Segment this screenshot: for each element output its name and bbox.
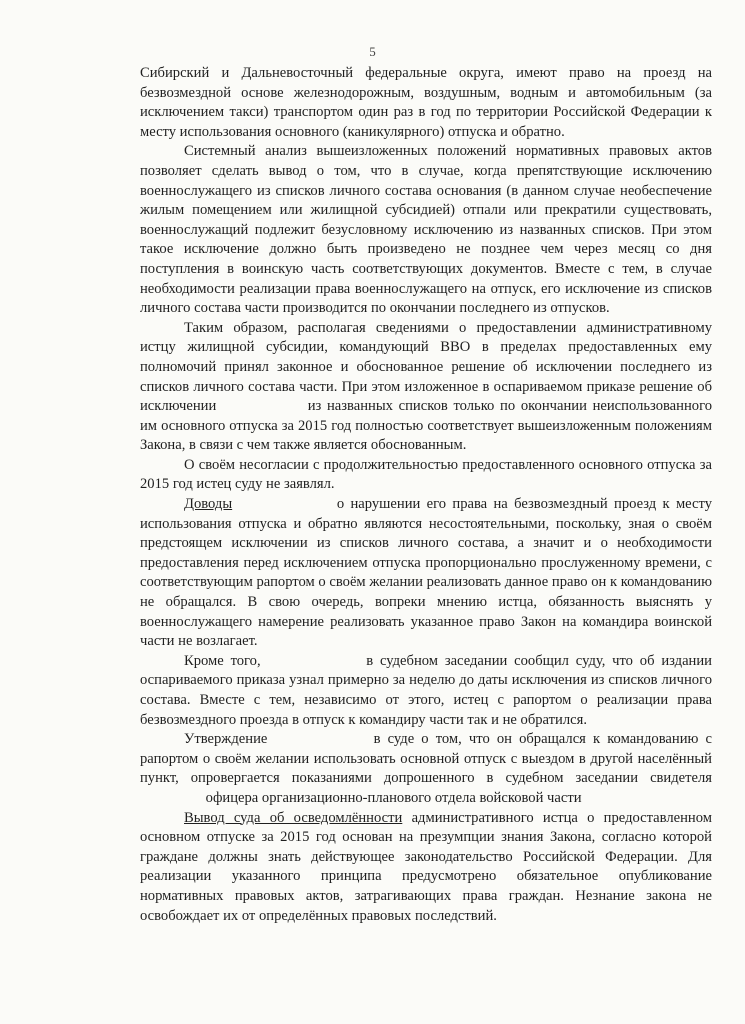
paragraph-7-part-a: Утверждение bbox=[184, 731, 268, 748]
document-body bbox=[140, 64, 712, 926]
paragraph-3-part-b: из названных списков только по окончании неиспользованного им основного отпуска за 2015 год полностью соответствует вышеизложенным положениям Закона, в связи с чем также является обоснованным. bbox=[140, 398, 712, 454]
paragraph-3-part-a: Таким образом, располагая сведениями о предоставлении административному истцу жилищной субсидии, командующий ВВО в пределах предоставленных ему полномочий принял законное и обоснованное решение об исключении последнего из списков личного состава части. При этом изложенное в оспариваемом приказе решение об исключении bbox=[140, 319, 712, 415]
paragraph-8-lead: Вывод суда об осведомлённости bbox=[184, 809, 403, 826]
paragraph-5-body: о нарушении его права на безвозмездный проезд к месту использования отпуска и обратно являются несостоятельными, поскольку, зная о своём предстоящем исключении из списков личного состава, а значит и о необходимости предоставления перед исключением отпуска пропорционально прослуженному времени, с соответствующим рапортом о своём желании реализовать данное право он к командованию не обращался. В свою очередь, вопреки мнению истца, обязанность выяснять у военнослужащего намерение реализовать указанное право Закон на командира воинской части не возлагает. bbox=[140, 496, 712, 650]
paragraph-6-part-a: Кроме того, bbox=[184, 652, 261, 669]
page-number: 5 bbox=[369, 44, 376, 59]
paragraph-7-part-c: офицера организационно-планового отдела войсковой части bbox=[205, 789, 582, 806]
paragraph-3 bbox=[140, 319, 712, 456]
paragraph-6-part-b: в судебном заседании сообщил суду, что об издании оспариваемого приказа узнал примерно за неделю до даты исключения из списков личного состава. Вместе с тем, независимо от этого, истец с рапортом о реализации права безвозмездного проезда в отпуск к командиру части так и не обратился. bbox=[140, 652, 712, 728]
paragraph-1: Сибирский и Дальневосточный федеральные округа, имеют право на проезд на безвозмездной основе железнодорожным, воздушным, водным и автомобильным (за исключением такси) транспортом один раз в год по территории Российской Федерации к месту использования основного (каникулярного) отпуска и обратно. bbox=[140, 65, 712, 140]
paragraph-7-part-b: в суде о том, что он обращался к командованию с рапортом о своём желании использовать основной отпуск с выездом в другой населённый пункт, опровергается показаниями допрошенного в судебном заседании свидетеля bbox=[140, 731, 712, 787]
paragraph-6 bbox=[140, 652, 712, 730]
paragraph-7 bbox=[140, 730, 712, 808]
paragraph-5 bbox=[140, 495, 712, 652]
paragraph-5-lead: Доводы bbox=[184, 496, 233, 513]
paragraph-4: О своём несогласии с продолжительностью предоставленного основного отпуска за 2015 год истец суду не заявлял. bbox=[140, 456, 712, 493]
paragraph-8 bbox=[140, 809, 712, 927]
paragraph-8-body: административного истца о предоставленном основном отпуске за 2015 год основан на презумпции знания Закона, согласно которой граждане должны знать действующее законодательство Российской Федерации. Для реализации указанного принципа предусмотрено обязательное опубликование нормативных правовых актов, затрагивающих права граждан. Незнание закона не освобождает их от определённых правовых последствий. bbox=[140, 809, 712, 924]
paragraph-2: Системный анализ вышеизложенных положений нормативных правовых актов позволяет сделать вывод о том, что в случае, когда препятствующие исключению военнослужащего из списков личного состава основания (в данном случае необеспечение жилым помещением или жилищной субсидией) отпали или прекратили существовать, военнослужащий подлежит безусловному исключению из названных списков. При этом такое исключение должно быть произведено не позднее чем через месяц со дня поступления в воинскую часть соответствующих документов. Вместе с тем, в случае необходимости реализации права военнослужащего на отпуск, его исключение из списков личного состава части производится по окончании последнего из отпусков. bbox=[140, 143, 712, 317]
